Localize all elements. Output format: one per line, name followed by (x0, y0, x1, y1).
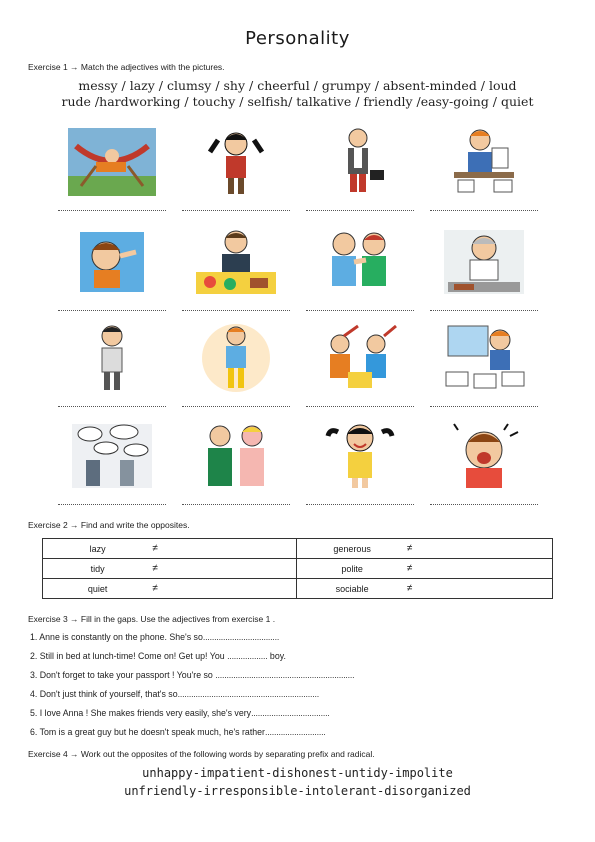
wordbank-line-1: messy / lazy / clumsy / shy / cheerful / grumpy / absent-minded / loud (78, 78, 517, 93)
not-equal-sign: ≠ (406, 543, 413, 554)
picture-cell (180, 126, 292, 222)
gap-sentence-4: 4. Don't just think of yourself, that's so............................................................... (30, 689, 319, 699)
cheerful-girl-icon (314, 420, 406, 492)
opposites-answer-cell[interactable] (152, 579, 297, 599)
picture-cell (180, 420, 292, 516)
opposites-word: tidy (43, 559, 153, 579)
lazy-hammock-icon (66, 126, 158, 198)
grumpy-boy-icon (66, 322, 158, 394)
not-equal-sign: ≠ (406, 563, 413, 574)
picture-cell (180, 322, 292, 418)
gap-sentence-5: 5. I love Anna ! She makes friends very easily, she's very................................... (30, 708, 330, 718)
answer-line[interactable] (430, 210, 538, 211)
messy-kitchen-icon (438, 226, 530, 298)
touchy-boys-icon (190, 420, 282, 492)
answer-line[interactable] (58, 406, 166, 407)
messy-room-icon (438, 322, 530, 394)
picture-cell (56, 420, 168, 516)
gap-blank[interactable]: .............................................................. (215, 670, 355, 680)
exercise1-heading: Exercise 1 → Match the adjectives with the pictures. (28, 62, 225, 72)
opposites-word: polite (297, 559, 407, 579)
picture-cell (428, 226, 540, 322)
answer-line[interactable] (182, 310, 290, 311)
answer-line[interactable] (182, 210, 290, 211)
picture-cell (56, 126, 168, 222)
answer-line[interactable] (430, 504, 538, 505)
answer-line[interactable] (58, 310, 166, 311)
picture-cell (428, 126, 540, 222)
picture-cell (304, 420, 416, 516)
opposites-answer-cell[interactable] (152, 539, 297, 559)
table-row (43, 559, 553, 579)
answer-line[interactable] (430, 310, 538, 311)
friendly-boys-icon (314, 226, 406, 298)
selfish-eater-icon (190, 226, 282, 298)
opposites-answer-cell[interactable] (407, 579, 553, 599)
gap-sentence-3: 3. Don't forget to take your passport ! You're so .............................................................. (30, 670, 355, 680)
talkative-crowd-icon (66, 420, 158, 492)
answer-line[interactable] (306, 504, 414, 505)
picture-cell (428, 420, 540, 516)
picture-cell (56, 322, 168, 418)
exercise3-heading: Exercise 3 → Fill in the gaps. Use the adjectives from exercise 1 . (28, 614, 276, 624)
answer-line[interactable] (58, 210, 166, 211)
page-title: Personality (245, 28, 350, 49)
not-equal-sign: ≠ (152, 583, 158, 594)
gap-blank[interactable]: .................. (227, 651, 268, 661)
shy-girl-icon (190, 126, 282, 198)
answer-line[interactable] (58, 504, 166, 505)
opposites-answer-cell[interactable] (152, 559, 297, 579)
opposites-word: lazy (43, 539, 153, 559)
gap-sentence-1: 1. Anne is constantly on the phone. She's so.................................. (30, 632, 280, 642)
not-equal-sign: ≠ (152, 543, 158, 554)
not-equal-sign: ≠ (152, 563, 158, 574)
gap-blank[interactable]: ................................... (251, 708, 330, 718)
answer-line[interactable] (430, 406, 538, 407)
answer-line[interactable] (306, 406, 414, 407)
table-row (43, 539, 553, 559)
opposites-word: generous (297, 539, 407, 559)
gap-sentence-2: 2. Still in bed at lunch-time! Come on! Get up! You .................. boy. (30, 651, 286, 661)
opposites-word: sociable (297, 579, 407, 599)
opposites-word: quiet (43, 579, 153, 599)
wordbank-line-2: rude /hardworking / touchy / selfish/ talkative / friendly /easy-going / quiet (61, 94, 534, 109)
gap-sentence-6: 6. Tom is a great guy but he doesn't speak much, he's rather........................... (30, 727, 326, 737)
rude-boy-icon (66, 226, 158, 298)
picture-cell (304, 126, 416, 222)
picture-cell (56, 226, 168, 322)
picture-cell (428, 322, 540, 418)
picture-cell (304, 322, 416, 418)
gap-blank[interactable]: ............................................................... (177, 689, 319, 699)
opposites-table (42, 538, 553, 599)
answer-line[interactable] (306, 310, 414, 311)
answer-line[interactable] (182, 504, 290, 505)
absent-minded-man-icon (314, 126, 406, 198)
gap-blank[interactable]: .................................. (202, 632, 280, 642)
gap-blank[interactable]: ........................... (264, 727, 326, 737)
not-equal-sign: ≠ (406, 583, 413, 594)
answer-line[interactable] (306, 210, 414, 211)
answer-line[interactable] (182, 406, 290, 407)
exercise2-heading: Exercise 2 → Find and write the opposites. (28, 520, 190, 530)
loud-singer-icon (438, 420, 530, 492)
picture-cell (180, 226, 292, 322)
table-row (43, 579, 553, 599)
clumsy-man-icon (190, 322, 282, 394)
loud-party-icon (314, 322, 406, 394)
hardworking-desk-icon (438, 126, 530, 198)
exercise4-words-line-1: unhappy-impatient-dishonest-untidy-impolite (142, 766, 453, 780)
exercise4-words-line-2: unfriendly-irresponsible-intolerant-disorganized (124, 784, 471, 798)
opposites-answer-cell[interactable] (407, 539, 553, 559)
picture-grid (56, 126, 546, 516)
picture-cell (304, 226, 416, 322)
exercise4-heading: Exercise 4 → Work out the opposites of the following words by separating prefix and radical. (28, 749, 375, 759)
opposites-answer-cell[interactable] (407, 559, 553, 579)
